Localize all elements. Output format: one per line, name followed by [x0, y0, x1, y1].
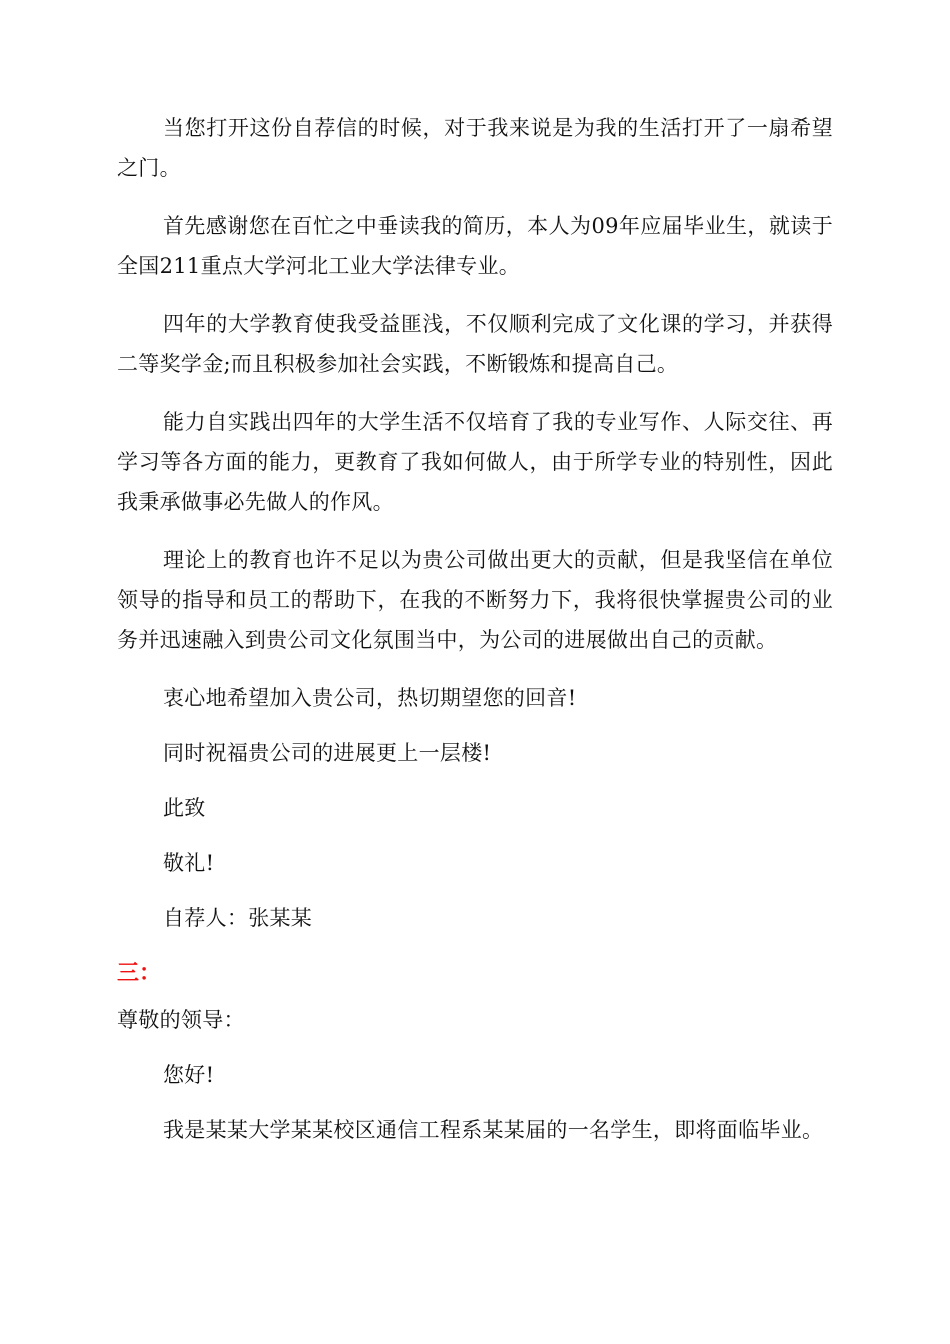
greeting: 您好!	[163, 1063, 215, 1087]
section-body	[117, 1000, 833, 1150]
closing-phrase: 此致	[163, 796, 206, 820]
paragraph-hope: 衷心地希望加入贵公司，热切期望您的回音!	[163, 686, 577, 710]
salutation: 尊敬的领导：	[117, 1008, 245, 1032]
signature-line: 自荐人：张某某	[163, 906, 313, 930]
paragraph-education: 四年的大学教育使我受益匪浅，不仅顺利完成了文化课的学习，并获得二等奖学金;而且积极参加社会实践，不断锻炼和提高自己。	[117, 312, 833, 376]
closing-salute: 敬礼!	[163, 851, 215, 875]
paragraph-abilities: 能力自实践出四年的大学生活不仅培育了我的专业写作、人际交往、再学习等各方面的能力，更教育了我如何做人，由于所学专业的特别性，因此我秉承做事必先做人的作风。	[117, 410, 833, 514]
paragraph-intro: 当您打开这份自荐信的时候，对于我来说是为我的生活打开了一扇希望之门。	[117, 116, 833, 180]
section-heading: 三：	[117, 961, 162, 986]
paragraph-wishes: 同时祝福贵公司的进展更上一层楼!	[163, 741, 492, 765]
letter-body	[117, 108, 833, 938]
paragraph-thanks: 首先感谢您在百忙之中垂读我的简历，本人为09年应届毕业生，就读于全国211重点大学河北工业大学法律专业。	[117, 214, 833, 278]
paragraph-self-intro: 我是某某大学某某校区通信工程系某某届的一名学生，即将面临毕业。	[163, 1118, 824, 1142]
paragraph-contribution: 理论上的教育也许不足以为贵公司做出更大的贡献，但是我坚信在单位领导的指导和员工的帮助下，在我的不断努力下，我将很快掌握贵公司的业务并迅速融入到贵公司文化氛围当中，为公司的进展做出自己的贡献。	[117, 548, 833, 652]
